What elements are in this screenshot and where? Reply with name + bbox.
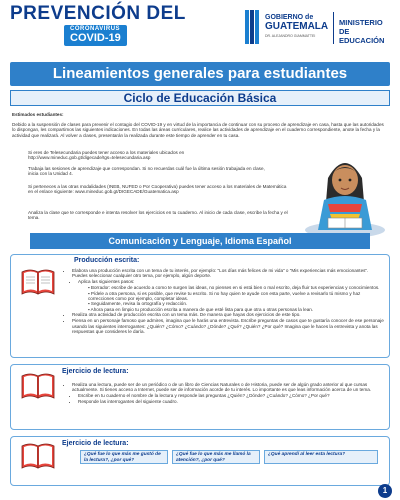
- list-item: • Escribe en tu cuaderno el nombre de la lectura y responde las preguntas ¿Quién? ¿Dónde? ¿Cuándo? ¿Cómo? ¿Por qué?: [78, 393, 384, 398]
- list-item: ▪ Borrador: escribe de acuerdo a como te surgen las ideas, no pienses en si está bien o mal escrito, deja fluir tus experiencias y conocimientos.: [88, 285, 384, 290]
- other-modalities-note: Si perteneces a las otras modalidades (INEB, NUFED o Por Cooperativa) puedes tener acceso a los materiales de Matemática en el enlace siguiente: www.mineduc.gob.gt/DIGECADE/Guatematica.asp: [28, 184, 287, 195]
- list-item: • Realiza otra actividad de producción escrita con un tema más. De manera que hayas dos ejercicios de este tipo.: [72, 312, 384, 317]
- list-item: • Piensa en un personaje famoso que admires, imagina que le harás una entrevista. Escribe preguntas de casos que te gustaría conocer de ese personaje usando las siguientes interrogantes: ¿Quién? ¿Cómo? ¿Cuándo? ¿Dónde? ¿Qué? ¿Quién? ¿Por qué? Imagina que le haces la entrevista y anota las respuestas que consideres le daría.: [72, 318, 384, 334]
- brand-sub-line2: COVID-19: [70, 32, 121, 44]
- banner-title: Lineamientos generales para estudiantes: [52, 65, 348, 82]
- question-cell: ¿Qué aprendí al leer esta lectura?: [264, 450, 378, 464]
- reading-exercise-title: Ejercicio de lectura:: [62, 368, 129, 375]
- reading-exercise-list: [64, 382, 384, 404]
- government-logo: [245, 8, 395, 48]
- flag-emblem-icon: [245, 10, 259, 44]
- list-item: ▪ Seguidamente, revisa la ortografía y redacción.: [88, 301, 384, 306]
- gov-line1: GOBIERNO de: [265, 14, 314, 21]
- subject-section-bar: [30, 233, 370, 249]
- list-item: • Elabora una producción escrita con un tema de tu interés, por ejemplo: "Los días más felices de mi vida" o "Mis experiencias más emocionantes". Puedes seleccionar cualquier otro tema, por ejemplo, algún deporte.: [72, 268, 384, 279]
- brand-sub-line1: CORONAVIRUS: [70, 26, 121, 32]
- covid-prevention-logo: [10, 4, 186, 46]
- telesecundaria-note: Si eres de Telesecundaria puedes tener acceso a los materiales ubicados en http://www.mineduc.gob.gt/digecade/tgs=telesecundaria.asp: [28, 150, 185, 161]
- ministry-line1: MINISTERIO DE: [339, 18, 383, 36]
- written-production-list: [64, 268, 384, 335]
- gov-line3: DR. ALEJANDRO GIAMMATTEI: [265, 34, 316, 38]
- list-item: ▪ Pídele a otra persona, si es posible, que revise tu escrito. Si no hay quien te ayude con esta parte, vuelve a revisarlo tú mismo y haz correcciones como por ejemplo, completar ideas.: [88, 291, 384, 302]
- greeting: Estimados estudiantes:: [12, 112, 64, 117]
- open-book-icon: [20, 370, 56, 400]
- question-cell: ¿Qué fue lo que más me llamó la atención?, ¿por qué?: [172, 450, 260, 464]
- title-banner: [10, 62, 390, 86]
- cycle-heading: [10, 90, 390, 106]
- list-item: • Responde las interrogantes del siguiente cuadro.: [78, 399, 384, 404]
- page-number: 1: [378, 484, 392, 498]
- cycle-title: Ciclo de Educación Básica: [123, 91, 277, 105]
- subject-title: Comunicación y Lenguaje, Idioma Español: [108, 236, 292, 246]
- list-item: • Realiza una lectura, puede ser de un periódico o de un libro de Ciencias Naturales o de Historia, puede ser de algún grado anterior al que cursas actualmente. Si tienes acceso a Internet, puede ser de información acorde de tu interés. Lo importante es que leas información acerca de un tema.: [72, 382, 384, 393]
- gov-line2: GUATEMALA: [265, 21, 329, 32]
- logo-divider: [333, 12, 334, 44]
- brand-sub-badge: [64, 25, 127, 46]
- question-cell: ¿Qué fue lo que más me gustó de la lectura?, ¿por qué?: [80, 450, 168, 464]
- ministry-line2: EDUCACIÓN: [339, 36, 385, 45]
- page-header: [0, 0, 400, 58]
- analyze-class-note: Analiza la clase que te corresponde e intenta resolver los ejercicios en tu cuaderno. Al inicio de cada clase, escribe la fecha y el tema.: [28, 210, 288, 221]
- student-illustration: [298, 138, 392, 238]
- government-text: [265, 14, 328, 40]
- reading-questions-title: Ejercicio de lectura:: [62, 440, 129, 447]
- open-book-icon: [20, 266, 56, 296]
- sessions-note: Trabaja las sesiones de aprendizaje que correspondan. Si no recuerdas cuál fue la última sesión trabajada en clase, inicia con la Unidad 4.: [28, 166, 265, 177]
- written-production-title: Producción escrita:: [74, 257, 140, 264]
- list-item: • Aplica las siguientes pasos:: [78, 279, 384, 284]
- list-item: ▪ Ahora pasa en limpio tu producción escrita a manera de que esté lista para que otra u otras personas la lean.: [88, 307, 384, 312]
- open-book-icon: [20, 440, 56, 470]
- intro-paragraph: Debido a la suspensión de clases para prevenir el contagio del COVID-19 y en virtud de la importancia de continuar con su proceso de aprendizaje en casa, hasta que las autoridades lo dispongan, les compartimos las siguientes indicaciones. En todas las áreas curriculares, realice las actividades de aprendizaje en el cuaderno correspondiente, anote la fecha y la actividad que realizará. Al volver a clases, presentarán la realizada durante este tiempo de aprender en tu casa.: [12, 122, 384, 138]
- ministry-text: [339, 18, 395, 45]
- brand-title: PREVENCIÓN DEL: [10, 3, 186, 24]
